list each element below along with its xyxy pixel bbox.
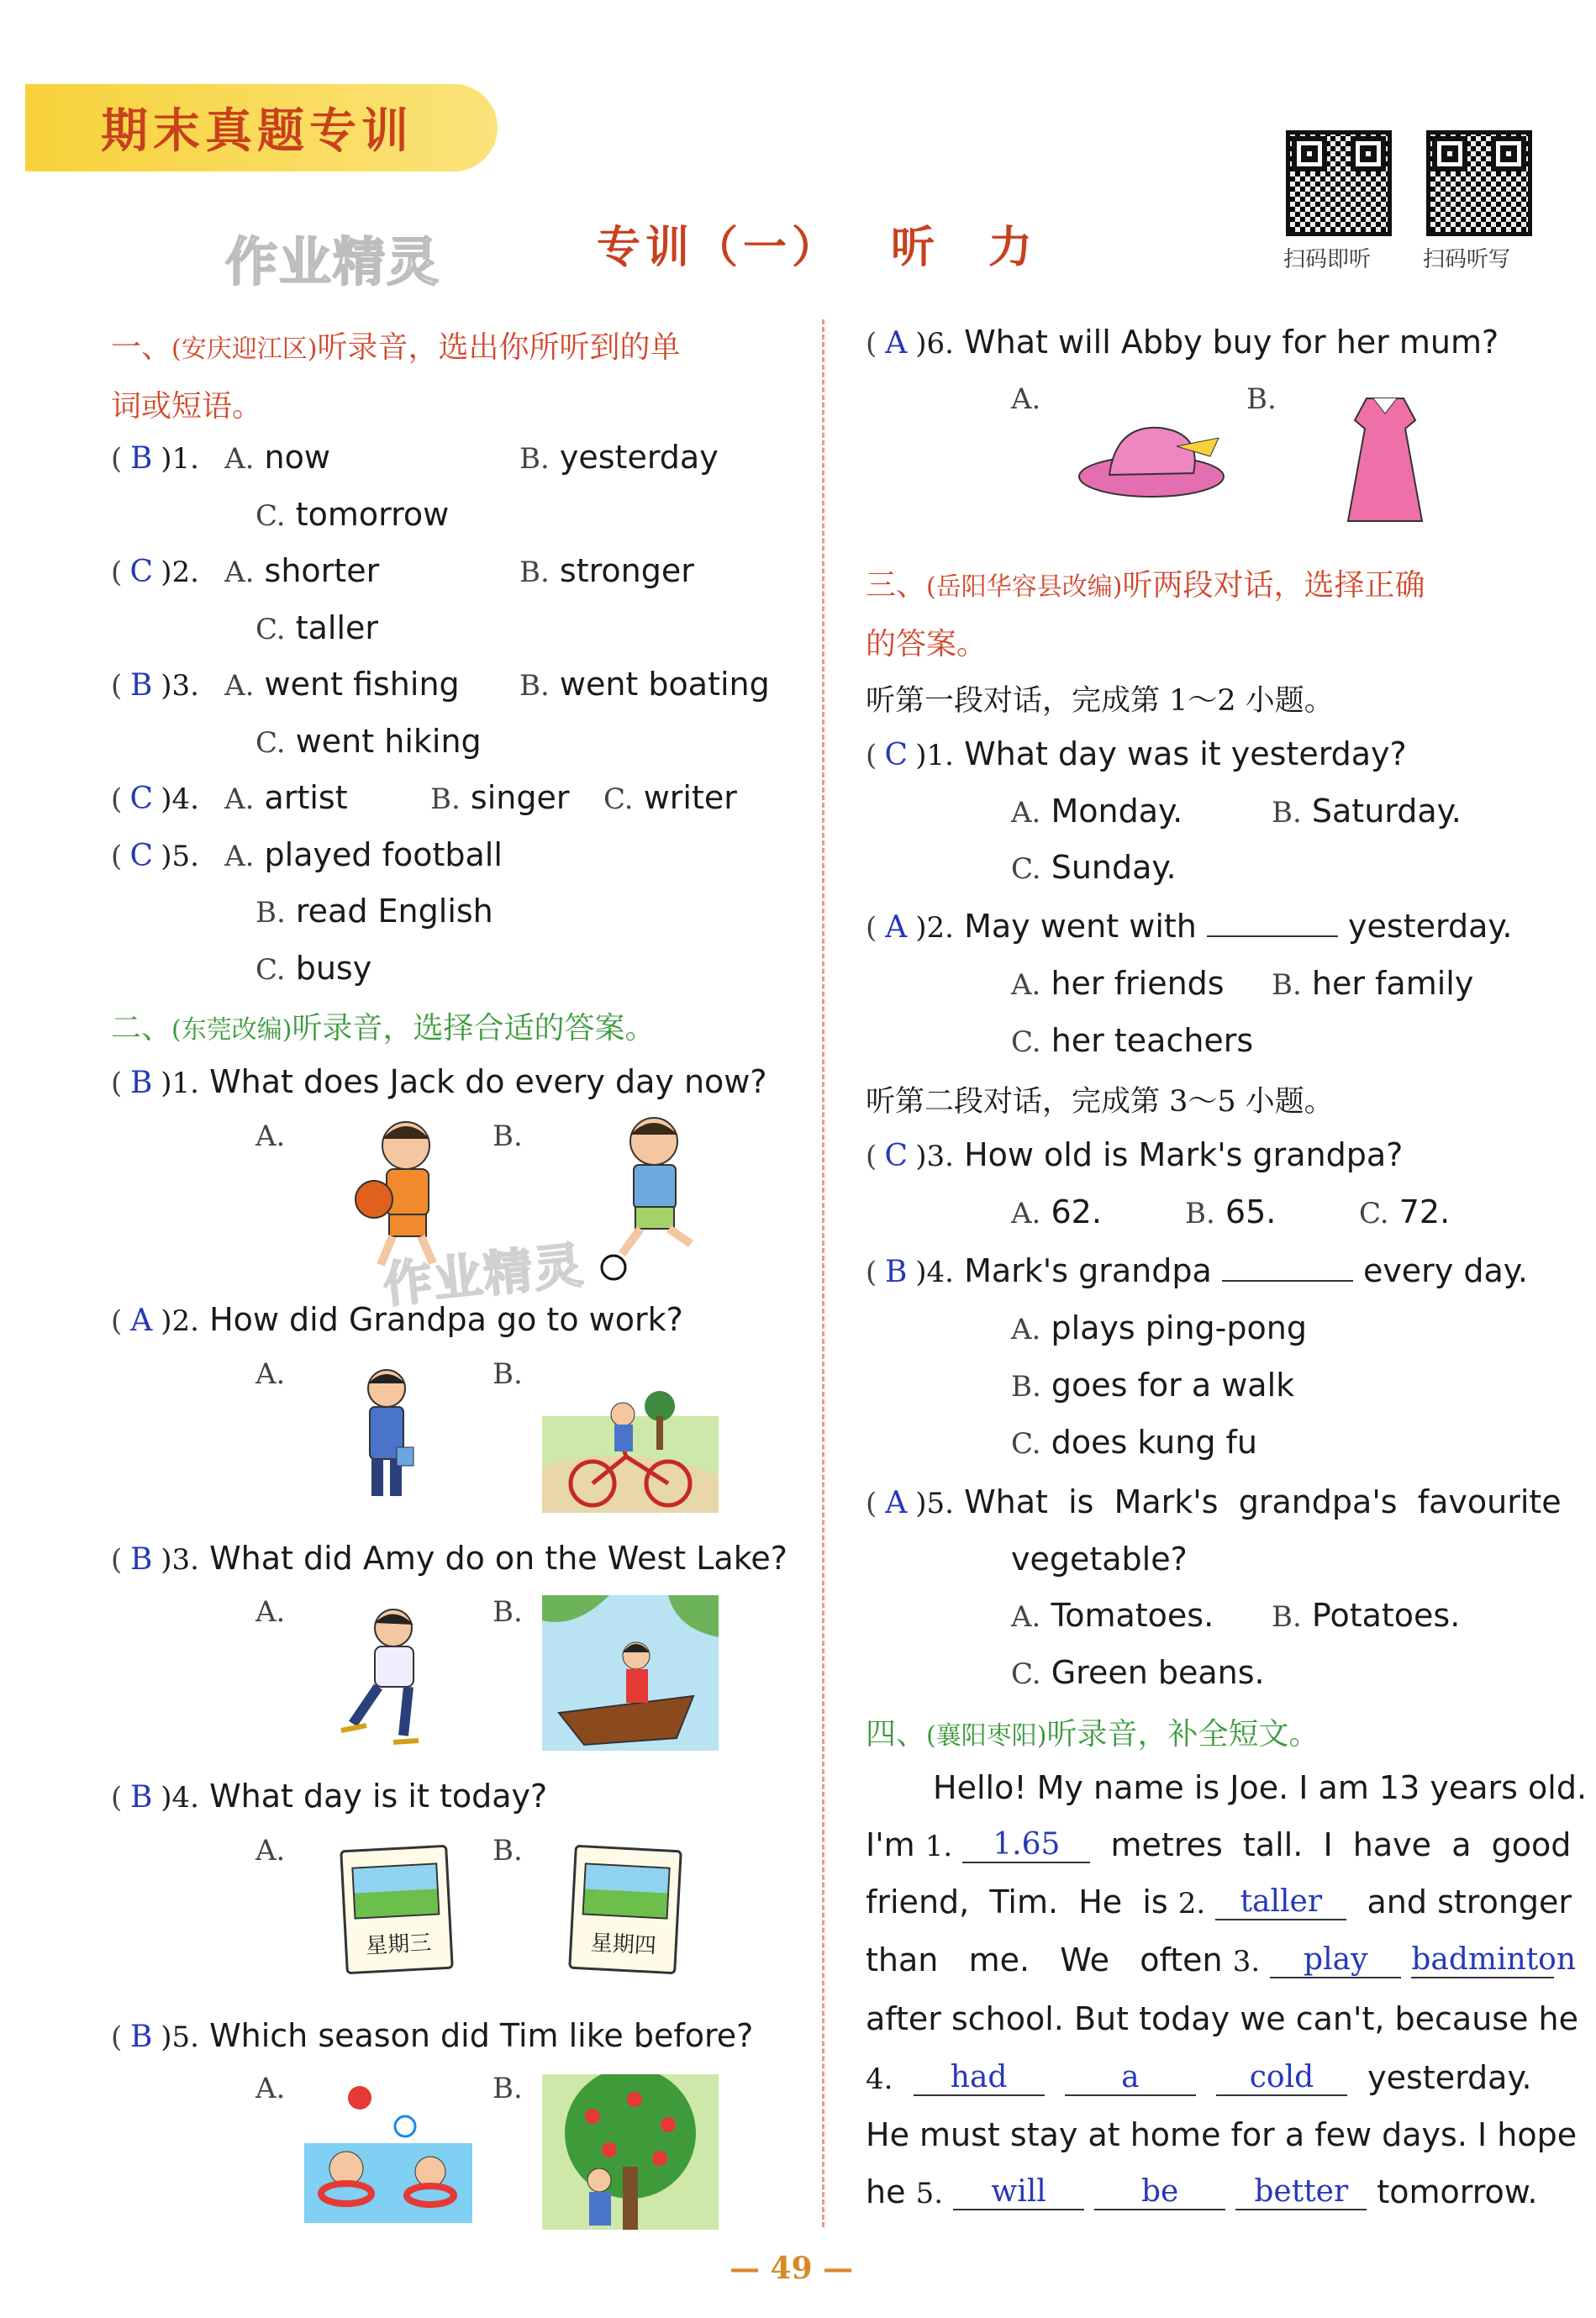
s2-question-1: ( B )1. What does Jack do every day now? bbox=[111, 1063, 767, 1100]
s3-q1-option-b: B. Saturday. bbox=[1272, 793, 1462, 830]
boating-girl-icon bbox=[542, 1595, 719, 1751]
calendar-day-label: 星期四 bbox=[590, 1930, 657, 1959]
blank-1[interactable]: 1.65 bbox=[962, 1828, 1090, 1863]
watermark-logo-2: 作业精灵 bbox=[380, 1235, 587, 1314]
s3-q5-option-c: C. Green beans. bbox=[1011, 1654, 1265, 1691]
s1-q1-option-b: B. yesterday bbox=[519, 439, 719, 476]
s2-q4-label-a: A. bbox=[255, 1834, 286, 1868]
s2-q6-label-b: B. bbox=[1246, 382, 1277, 416]
passage-line-2: I'm 1. 1.65 metres tall. I have a good bbox=[866, 1826, 1572, 1863]
page-title: 专训（一） 听 力 bbox=[597, 222, 1038, 273]
autumn-apple-tree-icon bbox=[542, 2074, 719, 2230]
s1-q2-option-b: B. stronger bbox=[519, 552, 694, 589]
qr-code-dictation[interactable] bbox=[1426, 130, 1532, 236]
answer-blank[interactable] bbox=[1207, 935, 1338, 937]
summer-swimming-icon bbox=[304, 2076, 472, 2223]
calendar-thursday-icon bbox=[568, 1845, 682, 1974]
calendar-day-label: 星期三 bbox=[365, 1930, 432, 1959]
column-divider bbox=[822, 319, 824, 2227]
passage-line-4: than me. We often 3. play badminton bbox=[866, 1941, 1577, 1978]
s2-question-5: ( B )5. Which season did Tim like before? bbox=[111, 2017, 754, 2054]
page-number: — 49 — bbox=[730, 2251, 854, 2286]
walking-grandpa-icon bbox=[353, 1363, 420, 1506]
s3-q3-option-a: A. 62. bbox=[1011, 1193, 1102, 1230]
s2-q1-label-b: B. bbox=[492, 1119, 523, 1153]
s3-question-5: ( A )5. What is Mark's grandpa's favourite bbox=[866, 1483, 1562, 1520]
s2-q2-label-a: A. bbox=[255, 1357, 286, 1391]
s1-q2-option-c: C. taller bbox=[255, 609, 379, 646]
s1-q4-option-b: B. singer bbox=[430, 779, 570, 816]
s1-question-4: ( C )4. A. artist bbox=[111, 779, 348, 816]
qr-label-dictation: 扫码听写 bbox=[1423, 247, 1511, 272]
football-boy-icon bbox=[588, 1109, 714, 1282]
section-2-heading: 二、(东莞改编)听录音，选择合适的答案。 bbox=[111, 1011, 656, 1046]
qr-code-listen[interactable] bbox=[1286, 130, 1392, 236]
s3-q4-option-a: A. plays ping-pong bbox=[1011, 1309, 1307, 1346]
s3-question-3: ( C )3. How old is Mark's grandpa? bbox=[866, 1136, 1404, 1173]
s2-q1-label-a: A. bbox=[255, 1119, 286, 1153]
dialogue-1-instruction: 听第一段对话，完成第 1～2 小题。 bbox=[866, 684, 1334, 718]
s2-q4-label-b: B. bbox=[492, 1834, 523, 1868]
s2-question-6: ( A )6. What will Abby buy for her mum? bbox=[866, 324, 1499, 361]
blank-5c[interactable]: better bbox=[1235, 2175, 1367, 2210]
s1-q3-option-b: B. went boating bbox=[519, 666, 770, 703]
section-1-heading-cont: 词或短语。 bbox=[111, 389, 263, 424]
cycling-grandpa-icon bbox=[542, 1366, 719, 1513]
s1-q1-option-c: C. tomorrow bbox=[255, 496, 450, 533]
s2-q2-label-b: B. bbox=[492, 1357, 523, 1391]
passage-line-5: after school. But today we can't, because he bbox=[866, 2000, 1579, 2037]
calendar-wednesday-icon bbox=[340, 1845, 454, 1974]
passage-line-1: Hello! My name is Joe. I am 13 years old. bbox=[933, 1769, 1588, 1806]
s3-q2-option-c: C. her teachers bbox=[1011, 1022, 1254, 1059]
s2-q6-label-a: A. bbox=[1011, 382, 1041, 416]
s3-q5-option-b: B. Potatoes. bbox=[1272, 1597, 1461, 1634]
dialogue-2-instruction: 听第二段对话，完成第 3～5 小题。 bbox=[866, 1085, 1334, 1119]
s1-q3-option-c: C. went hiking bbox=[255, 723, 482, 760]
passage-line-7: He must stay at home for a few days. I hope bbox=[866, 2116, 1578, 2153]
s1-q4-option-c: C. writer bbox=[603, 779, 737, 816]
s3-q4-option-b: B. goes for a walk bbox=[1011, 1367, 1295, 1404]
s2-q5-label-a: A. bbox=[255, 2072, 286, 2105]
s2-q3-label-a: A. bbox=[255, 1595, 286, 1629]
answer-blank[interactable] bbox=[1222, 1280, 1353, 1282]
s3-q2-option-a: A. her friends bbox=[1011, 965, 1225, 1002]
s3-q5-text-cont: vegetable? bbox=[1011, 1541, 1188, 1578]
skating-girl-icon bbox=[319, 1601, 454, 1748]
s1-question-5: ( C )5. A. played football bbox=[111, 836, 503, 873]
section-1-heading: 一、(安庆迎江区)听录音，选出你所听到的单 bbox=[111, 330, 681, 365]
blank-3a[interactable]: play bbox=[1270, 1943, 1401, 1978]
s3-q1-option-c: C. Sunday. bbox=[1011, 849, 1177, 886]
section-3-heading: 三、(岳阳华容县改编)听两段对话，选择正确 bbox=[866, 568, 1425, 603]
passage-line-3: friend, Tim. He is 2. taller and stronger bbox=[866, 1883, 1572, 1920]
blank-5b[interactable]: be bbox=[1094, 2175, 1225, 2210]
blank-2[interactable]: taller bbox=[1215, 1885, 1346, 1920]
passage-line-6: 4. had a cold yesterday. bbox=[866, 2059, 1532, 2096]
s2-q5-label-b: B. bbox=[492, 2072, 523, 2105]
blank-4b[interactable]: a bbox=[1065, 2061, 1196, 2096]
section-banner: 期末真题专训 bbox=[25, 84, 498, 171]
s3-q4-option-c: C. does kung fu bbox=[1011, 1424, 1258, 1461]
s1-question-1: ( B )1. A. now bbox=[111, 439, 330, 476]
s3-q1-option-a: A. Monday. bbox=[1011, 793, 1183, 830]
s3-question-4: ( B )4. Mark's grandpa every day. bbox=[866, 1252, 1528, 1289]
s3-q3-option-b: B. 65. bbox=[1185, 1193, 1277, 1230]
section-3-heading-cont: 的答案。 bbox=[866, 627, 988, 661]
pink-dress-icon bbox=[1335, 395, 1435, 529]
qr-label-listen: 扫码即听 bbox=[1283, 247, 1372, 272]
watermark-logo: 作业精灵 bbox=[225, 231, 441, 292]
s3-question-1: ( C )1. What day was it yesterday? bbox=[866, 735, 1407, 772]
s2-question-3: ( B )3. What did Amy do on the West Lake? bbox=[111, 1540, 787, 1577]
s3-q3-option-c: C. 72. bbox=[1359, 1193, 1451, 1230]
pink-hat-icon bbox=[1076, 416, 1227, 500]
s3-q5-option-a: A. Tomatoes. bbox=[1011, 1597, 1214, 1634]
s1-q5-option-c: C. busy bbox=[255, 950, 372, 987]
s2-question-4: ( B )4. What day is it today? bbox=[111, 1778, 548, 1815]
passage-line-8: he 5. will be better tomorrow. bbox=[866, 2173, 1538, 2210]
s3-question-2: ( A )2. May went with yesterday. bbox=[866, 908, 1513, 945]
s2-question-2: ( A )2. How did Grandpa go to work? bbox=[111, 1301, 683, 1338]
s2-q3-label-b: B. bbox=[492, 1595, 523, 1629]
s1-question-3: ( B )3. A. went fishing bbox=[111, 666, 460, 703]
blank-4a[interactable]: had bbox=[914, 2061, 1045, 2096]
blank-5a[interactable]: will bbox=[953, 2175, 1084, 2210]
blank-3b[interactable]: badminton bbox=[1411, 1942, 1577, 1977]
blank-4c[interactable]: cold bbox=[1216, 2061, 1347, 2096]
s1-question-2: ( C )2. A. shorter bbox=[111, 552, 380, 589]
s1-q5-option-b: B. read English bbox=[255, 893, 493, 930]
section-4-heading: 四、(襄阳枣阳)听录音，补全短文。 bbox=[866, 1717, 1319, 1752]
s3-q2-option-b: B. her family bbox=[1272, 965, 1474, 1002]
